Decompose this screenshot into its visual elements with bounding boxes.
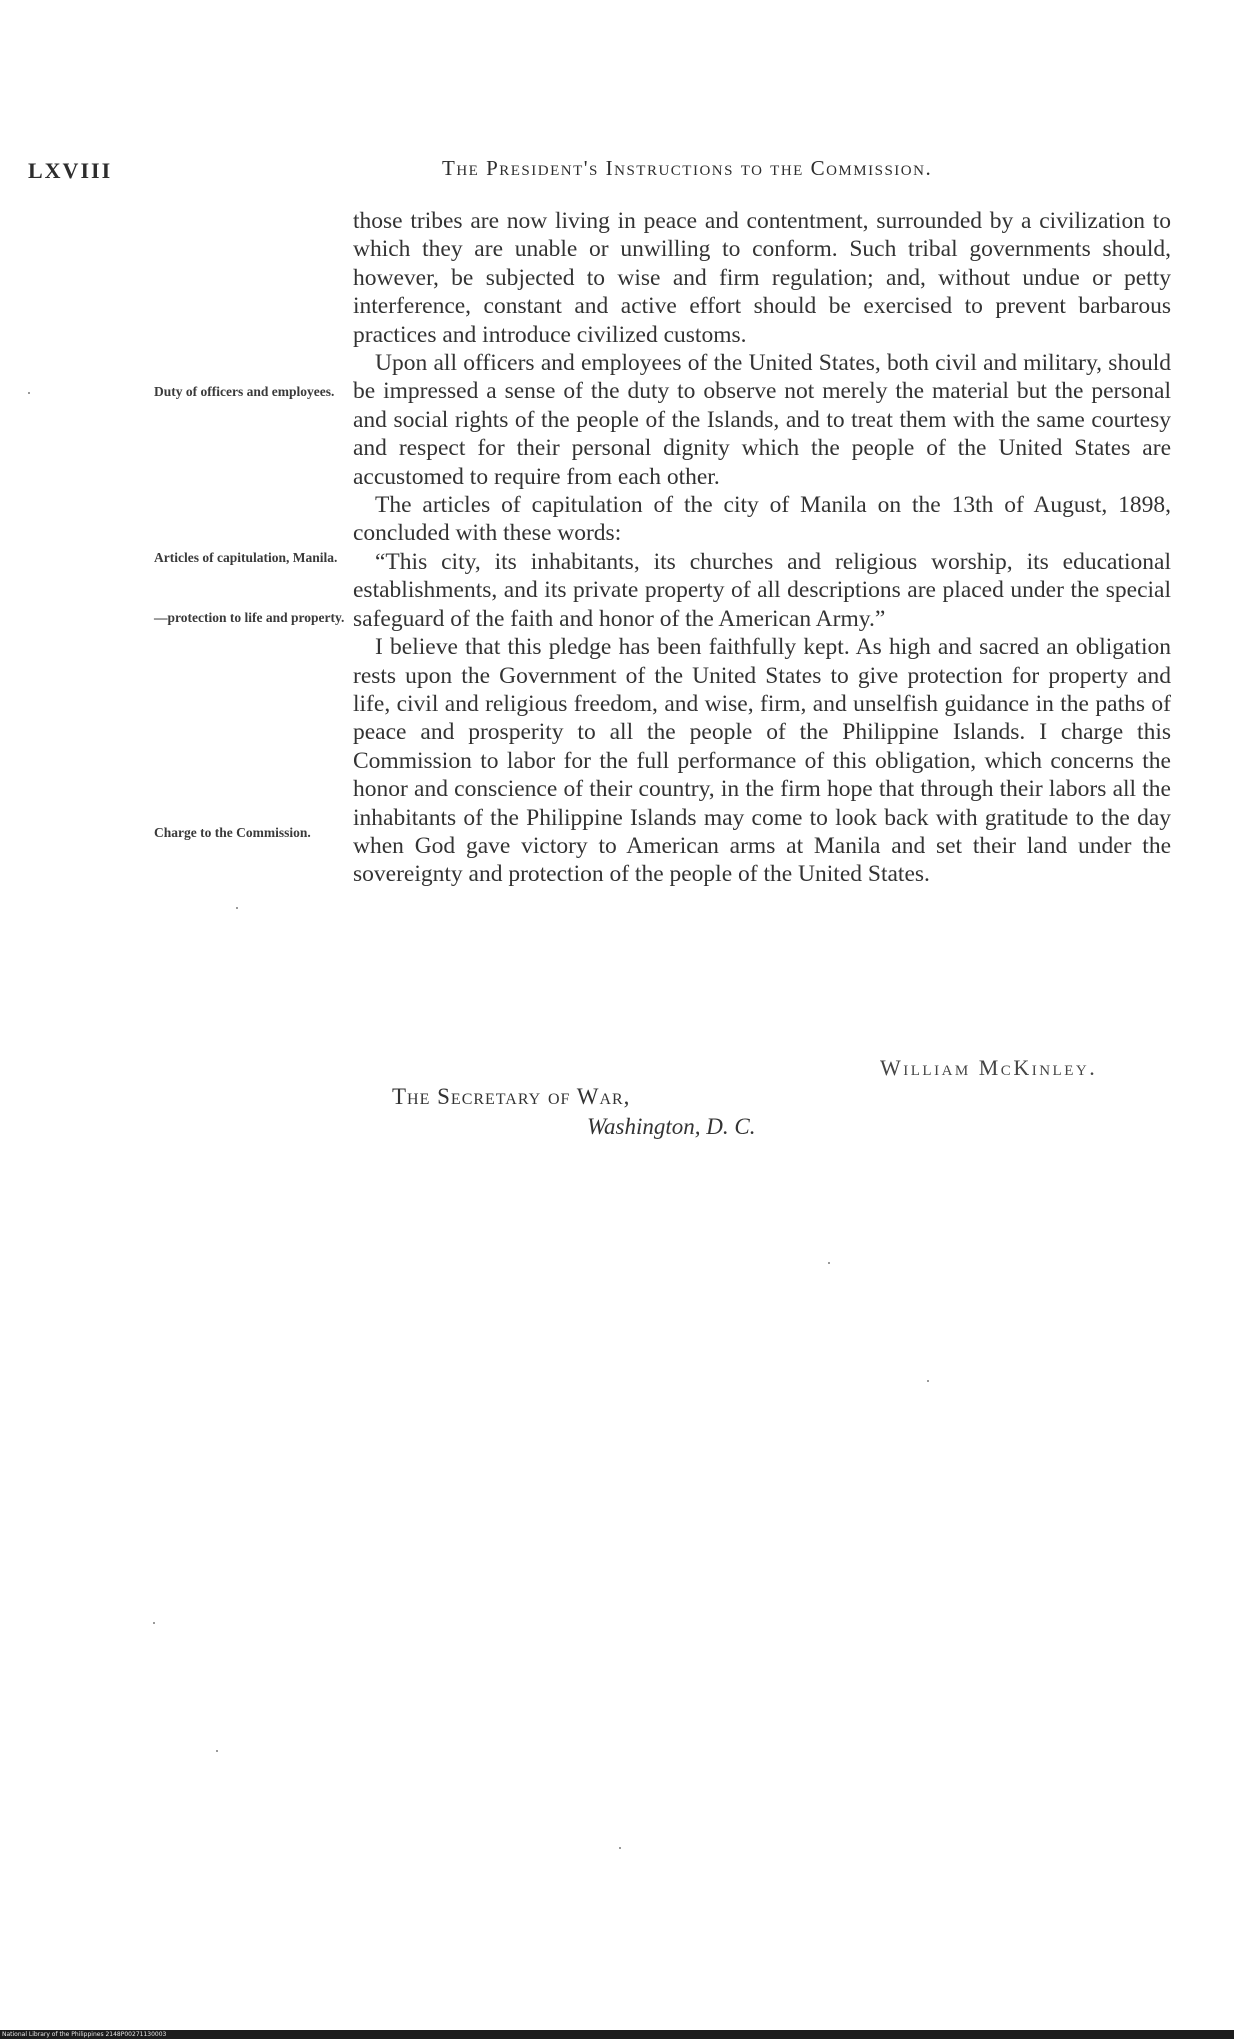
paper-speck — [927, 1380, 929, 1382]
paper-speck — [619, 1847, 621, 1849]
page-number: LXVIII — [28, 158, 113, 183]
margin-note-articles-of-capitulation: Articles of capitulation, Manila. — [154, 550, 338, 565]
paragraph-tribes: those tribes are now living in peace and contentment, surrounded by a civilization to which they are unable or unwilling to conform. Such tribal governments should, however, be subjected to wise and firm regulation; and, without undue or petty interference, constant and active effort should be exercised to prevent barbarous practices and introduce civilized customs. — [353, 208, 1171, 348]
paragraph-quotation: “This city, its inhabitants, its churches and religious worship, its educational establishments, and its private property of all descriptions are placed under the special safeguard of the faith and honor of the American Army.” — [353, 548, 1171, 632]
paper-speck — [28, 392, 30, 394]
paper-speck — [153, 1622, 155, 1624]
addressee-place: Washington, D. C. — [587, 1114, 756, 1139]
addressee — [392, 1082, 755, 1142]
paper-speck — [236, 907, 238, 909]
paragraph-charge: I believe that this pledge has been faithfully kept. As high and sacred an obligation rests upon the Government of the United States to give protection for property and life, civil and religious freedom, and wise, firm, and unselfish guidance in the paths of peace and prosperity to all the people of the Philippine Islands. I charge this Commission to labor for the full performance of this obligation, which concerns the honor and conscience of their country, in the firm hope that through their labors all the inhabitants of the Philippine Islands may come to look back with gratitude to the day when God gave victory to American arms at Manila and set their land under the sovereignty and protection of the people of the United States. — [353, 634, 1171, 888]
paper-speck — [216, 1750, 218, 1752]
addressee-title: The Secretary of War, — [392, 1084, 631, 1109]
scan-footer-strip — [0, 2030, 1234, 2039]
body-text — [353, 207, 1171, 889]
running-head: The President's Instructions to the Commission. — [442, 156, 933, 180]
margin-note-duty-of-officers: Duty of officers and employees. — [154, 384, 335, 399]
signature: William McKinley. — [880, 1055, 1098, 1080]
margin-note-charge: Charge to the Commission. — [154, 825, 311, 840]
margin-note-protection: —protection to life and property. — [154, 610, 345, 625]
paragraph-capitulation: The articles of capitulation of the city of Manila on the 13th of August, 1898, concluded with these words: — [353, 492, 1171, 547]
scan-footer-text: National Library of the Philippines 2148P00271130003 — [2, 2031, 167, 2038]
paragraph-officers-duty: Upon all officers and employees of the United States, both civil and military, should be impressed a sense of the duty to observe not merely the material but the personal and social rights of the people of the Islands, and to treat them with the same courtesy and respect for their personal dignity which the people of the United States are accustomed to require from each other. — [353, 350, 1171, 490]
paper-speck — [828, 1262, 830, 1264]
